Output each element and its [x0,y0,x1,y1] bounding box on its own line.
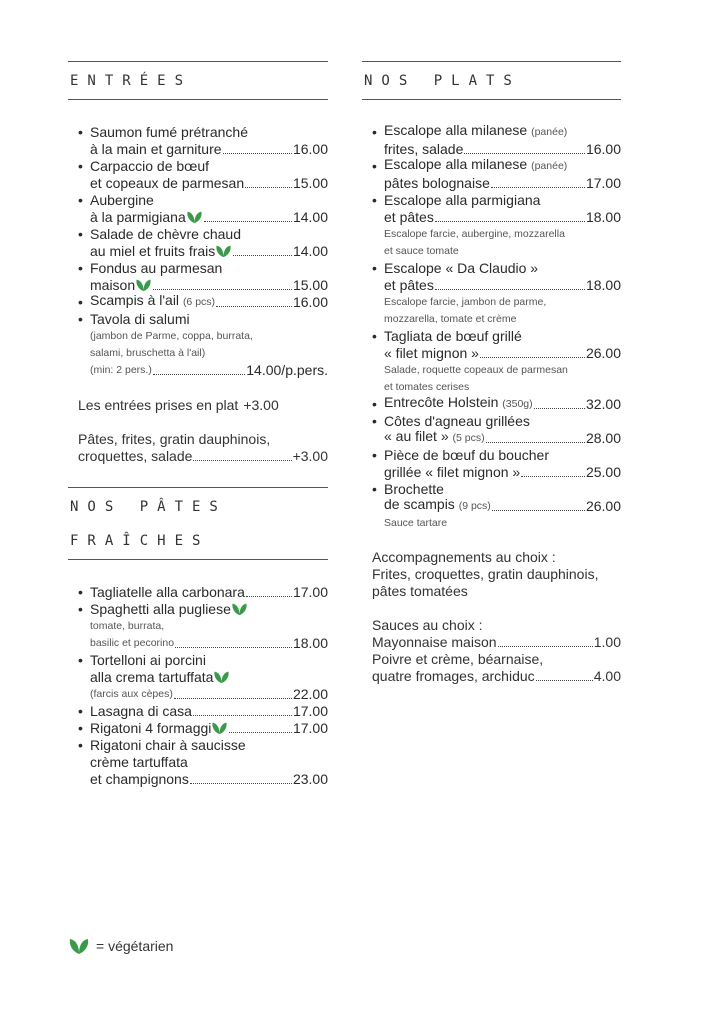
item-line [90,686,328,703]
menu-item [78,192,328,226]
item-line [90,192,328,209]
bullet: • [372,124,377,140]
item-line [90,175,328,192]
sides-note-price: +3.00 [292,448,328,464]
item-description: Salade, roquette copeaux de parmesan [384,364,568,376]
item-line [90,652,328,669]
item-price: 16.00 [292,294,328,310]
bullet: • [78,703,83,719]
item-note: (panée) [531,160,568,172]
menu-item [78,311,328,379]
vegetarian-leaf-icon [231,602,248,616]
item-price: 25.00 [585,464,621,480]
dot-leader [534,408,585,409]
sauces-line2: Poivre et crème, béarnaise, [372,651,544,667]
item-text: Tavola di salumi [90,311,190,327]
accompagnements [372,549,621,600]
pates-title-1: NOS PÂTES [70,499,227,515]
bullet: • [372,481,377,497]
item-description: Escalope farcie, jambon de parme, [384,296,547,308]
menu-item [78,703,328,720]
item-text: Escalope alla milanese (panée) [384,156,568,172]
bullet: • [372,260,377,276]
sides-note-line1: Pâtes, frites, gratin dauphinois, [78,431,271,447]
item-note: (min: 2 pers.) [90,364,152,376]
item-price: 28.00 [585,430,621,446]
item-description: (jambon de Parme, coppa, burrata, [90,330,253,342]
item-text: grillée « filet mignon » [384,464,521,480]
dot-leader [223,153,292,154]
accomp-line2: pâtes tomatées [372,583,468,599]
item-text: Pièce de bœuf du boucher [384,447,549,463]
item-line [90,209,328,226]
item-price: 17.00 [585,175,621,191]
item-price: 18.00 [585,209,621,225]
item-line [384,447,621,464]
item-description: Escalope farcie, aubergine, mozzarella [384,228,565,240]
item-line [90,141,328,158]
item-line [384,328,621,345]
dot-leader [521,476,585,477]
bullet: • [78,192,83,208]
item-line [384,124,621,141]
item-text: et copeaux de parmesan [90,175,245,191]
item-price: 32.00 [585,396,621,412]
plat-note-text: Les entrées prises en plat [78,397,239,413]
item-text: de scampis (9 pcs) [384,496,491,512]
bullet: • [78,737,83,753]
menu-item [78,584,328,601]
dot-leader [480,357,585,358]
item-line [90,669,328,686]
item-text: « au filet » (5 pcs) [384,428,485,444]
bullet: • [78,158,83,174]
item-line [384,209,621,226]
item-line [90,124,328,141]
plats-rule-top [362,61,621,62]
menu-item [78,652,328,703]
item-description: et tomates cerises [384,381,470,393]
item-line [90,260,328,277]
item-text: Carpaccio de bœuf [90,158,210,174]
item-price: 14.00/p.pers. [246,362,328,378]
vegetarian-leaf-icon [68,937,90,955]
pates-rule-bottom [68,559,328,560]
dot-leader [435,221,585,222]
item-line [90,243,328,260]
menu-item [372,396,621,413]
item-text: Escalope « Da Claudio » [384,260,539,276]
item-price: 23.00 [292,771,328,787]
accomp-line1: Frites, croquettes, gratin dauphinois, [372,566,599,582]
menu-item [372,447,621,481]
item-line [384,192,621,209]
item-text: Aubergine [90,192,154,208]
item-price: 16.00 [585,141,621,157]
item-line [90,771,328,788]
menu-item [78,260,328,294]
dot-leader [464,153,585,154]
item-note: (6 pcs) [182,296,216,308]
item-text: Entrecôte Holstein (350g) [384,394,533,410]
dot-leader [153,289,292,290]
item-price: 17.00 [292,720,328,736]
item-text: « filet mignon » [384,345,479,361]
item-description: salami, bruschetta à l'ail) [90,347,206,359]
item-text: Escalope alla milanese (panée) [384,122,568,138]
item-text: Tortelloni ai porcini [90,652,206,668]
dot-leader [153,374,245,375]
item-line [90,311,328,328]
bullet: • [372,158,377,174]
dot-leader [435,289,585,290]
item-price: 18.00 [292,635,328,651]
item-description: Sauce tartare [384,517,448,529]
dot-leader [175,647,292,648]
item-line [90,294,328,311]
item-line [384,175,621,192]
dot-leader [491,187,585,188]
item-line [90,158,328,175]
plats-rule-bottom [362,99,621,100]
entrees-rule-top [68,61,328,62]
item-line [384,396,621,413]
bullet: • [372,396,377,412]
dot-leader [229,732,292,733]
item-price: 17.00 [292,703,328,719]
item-text: Brochette [384,481,444,497]
item-text: alla crema tartuffata [90,669,230,686]
item-note: basilic et pecorino [90,637,175,649]
sauces-price1: 1.00 [593,634,621,650]
bullet: • [372,328,377,344]
menu-item [78,601,328,652]
dot-leader [216,306,292,307]
menu-item [372,158,621,192]
item-text: crème tartuffata [90,754,188,770]
item-line [90,754,328,771]
bullet: • [372,447,377,463]
dot-leader [233,255,292,256]
item-line [90,584,328,601]
sauces-line1: Mayonnaise maison [372,634,497,650]
item-text: Tagliata de bœuf grillé [384,328,522,344]
entrees-plat-note [78,397,328,414]
item-line [90,601,328,618]
sauces [372,617,621,685]
item-price: 17.00 [292,584,328,600]
menu-item [372,124,621,158]
item-line [384,430,621,447]
bullet: • [372,413,377,429]
sauces-title: Sauces au choix : [372,617,483,633]
menu-item [78,737,328,788]
menu-item [372,481,621,532]
entrees-rule-bottom [68,99,328,100]
item-description: et sauce tomate [384,245,459,257]
legend [68,937,173,955]
item-line [384,277,621,294]
entrees-list [78,124,328,379]
item-text: maison [90,277,152,294]
item-text: et pâtes [384,209,434,225]
vegetarian-leaf-icon [211,721,228,735]
plat-note-price: +3.00 [243,397,279,413]
item-text: pâtes bolognaise [384,175,490,191]
dot-leader [204,221,292,222]
item-text: au miel et fruits frais [90,243,232,260]
item-line [384,260,621,277]
pates-title-2: FRAÎCHES [70,533,210,549]
menu-item [372,413,621,447]
item-text: Lasagna di casa [90,703,192,719]
bullet: • [78,311,83,327]
pates-list [78,584,328,788]
item-price: 22.00 [292,686,328,702]
item-price: 14.00 [292,243,328,259]
bullet: • [78,720,83,736]
entrees-title: ENTRÉES [70,73,193,89]
accomp-title: Accompagnements au choix : [372,549,556,565]
item-line [90,635,328,652]
item-line [90,737,328,754]
vegetarian-leaf-icon [213,670,230,684]
bullet: • [372,192,377,208]
item-line [90,362,328,379]
bullet: • [78,601,83,617]
item-text: Tagliatelle alla carbonara [90,584,245,600]
menu-item [78,720,328,737]
item-price: 16.00 [292,141,328,157]
bullet: • [78,584,83,600]
item-line [90,720,328,737]
item-line [90,226,328,243]
dot-leader [245,187,292,188]
item-text: Côtes d'agneau grillées [384,413,530,429]
menu-item [78,158,328,192]
menu-item [78,294,328,311]
legend-text: = végétarien [96,938,174,954]
menu-item [372,260,621,328]
item-text: et champignons [90,771,189,787]
item-text: Fondus au parmesan [90,260,223,276]
item-price: 15.00 [292,175,328,191]
item-text: à la parmigiana [90,209,203,226]
bullet: • [78,124,83,140]
vegetarian-leaf-icon [135,278,152,292]
dot-leader [193,715,292,716]
bullet: • [78,260,83,276]
item-text: Salade de chèvre chaud [90,226,241,242]
item-text: Saumon fumé prétranché [90,124,248,140]
item-text: frites, salade [384,141,464,157]
item-description: mozzarella, tomate et crème [384,313,517,325]
item-line [384,498,621,515]
pates-rule-top [68,487,328,488]
dot-leader [174,698,292,699]
item-text: Scampis à l'ail (6 pcs) [90,292,216,308]
item-note: (350g) [502,398,533,410]
item-text: et pâtes [384,277,434,293]
item-text: Rigatoni chair à saucisse [90,737,246,753]
item-note: (panée) [531,126,568,138]
item-text: Rigatoni 4 formaggi [90,720,228,737]
item-note: (9 pcs) [458,500,491,512]
item-line [384,345,621,362]
menu-item [78,124,328,158]
plats-list [372,124,621,532]
dot-leader [190,783,292,784]
sides-note-line2: croquettes, salade [78,448,193,464]
vegetarian-leaf-icon [215,244,232,258]
item-line [384,158,621,175]
item-line [90,703,328,720]
menu-item [372,328,621,396]
sauces-price3: 4.00 [593,668,621,684]
item-price: 14.00 [292,209,328,225]
entrees-sides-note [78,431,328,465]
item-text: Escalope alla parmigiana [384,192,541,208]
item-price: 18.00 [585,277,621,293]
bullet: • [78,226,83,242]
item-note: (5 pcs) [452,432,485,444]
dot-leader [486,442,585,443]
item-note: (farcis aux cèpes) [90,688,173,700]
menu-item [372,192,621,260]
item-line [384,464,621,481]
item-text: Spaghetti alla pugliese [90,601,248,618]
item-price: 26.00 [585,498,621,514]
vegetarian-leaf-icon [186,210,203,224]
item-price: 26.00 [585,345,621,361]
bullet: • [78,652,83,668]
item-price: 15.00 [292,277,328,293]
dot-leader [246,596,292,597]
item-description: tomate, burrata, [90,620,165,632]
bullet: • [78,294,83,310]
menu-item [78,226,328,260]
dot-leader [492,510,585,511]
sauces-line3: quatre fromages, archiduc [372,668,535,684]
plats-title: NOS PLATS [364,73,521,89]
item-text: à la main et garniture [90,141,222,157]
